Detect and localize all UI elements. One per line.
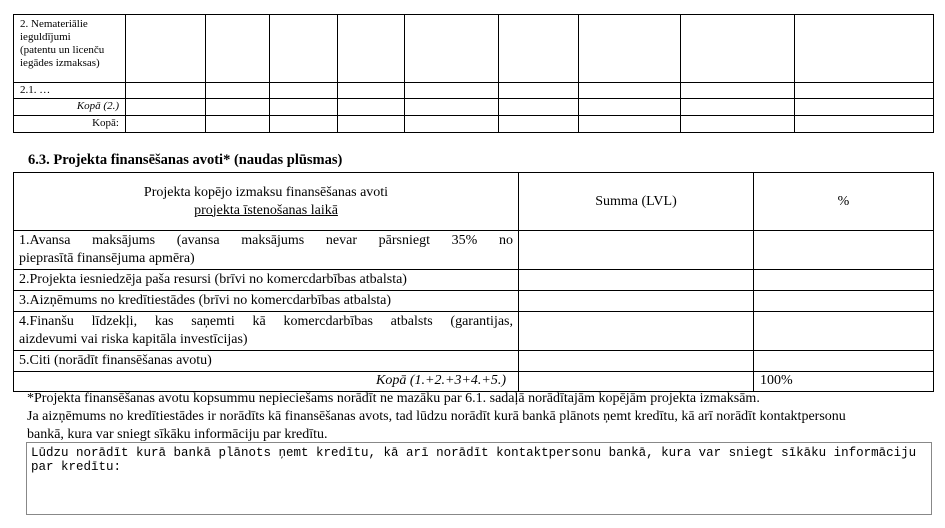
amount-cell[interactable]: [519, 231, 754, 270]
table-cell[interactable]: [206, 83, 270, 99]
header-line: Projekta kopējo izmaksu finansēšanas avoti: [143, 184, 389, 200]
row-label-other: 5.Citi (norādīt finansēšanas avotu): [14, 351, 519, 372]
row-label-state-aid-funds: [14, 312, 519, 351]
header-line-underlined: projekta īstenošanas laikā: [194, 202, 338, 218]
percent-cell[interactable]: [754, 351, 934, 372]
row-label-own-resources: 2.Projekta iesniedzēja paša resursi (brīvi no komercdarbības atbalsta): [14, 270, 519, 291]
percent-cell[interactable]: [754, 231, 934, 270]
table-row: [14, 83, 934, 99]
table-cell[interactable]: [405, 116, 499, 133]
table-cell[interactable]: [795, 15, 934, 83]
footnote-line: bankā, kura var sniegt sīkāku informāciju par kredītu.: [27, 427, 328, 442]
row-text-line: pieprasītā finansējuma apmēra): [19, 251, 195, 266]
amount-cell[interactable]: [519, 351, 754, 372]
table-cell[interactable]: [795, 83, 934, 99]
row-text-line: aizdevumi vai riska kapitāla investīcijas): [19, 332, 248, 347]
table-cell[interactable]: [270, 116, 338, 133]
table-cell[interactable]: [681, 83, 795, 99]
header-percent: %: [754, 173, 934, 231]
table-cell[interactable]: [681, 15, 795, 83]
row-label-bank-loan: 3.Aizņēmums no kredītiestādes (brīvi no komercdarbības atbalsta): [14, 291, 519, 312]
percent-cell[interactable]: [754, 291, 934, 312]
table-cell[interactable]: [681, 116, 795, 133]
footnote-line: *Projekta finansēšanas avotu kopsummu nepieciešams norādīt ne mazāku par 6.1. sadaļā norādītajām kopējām projekta izmaksām.: [27, 391, 760, 406]
table-cell[interactable]: [579, 83, 681, 99]
amount-cell[interactable]: [519, 312, 754, 351]
row-text-line: 4.Finanšu līdzekļi, kas saņemti kā komercdarbības atbalsts (garantijas,: [19, 314, 513, 329]
total-percent: 100%: [754, 372, 934, 392]
table-row: [14, 99, 934, 116]
percent-cell[interactable]: [754, 270, 934, 291]
label-line: iegādes izmaksas): [20, 57, 100, 69]
table-header-row: [14, 173, 934, 231]
table-row: [14, 312, 934, 351]
table-cell[interactable]: [126, 99, 206, 116]
table-cell[interactable]: [126, 15, 206, 83]
label-line: ieguldījumi: [20, 31, 71, 43]
table-cell[interactable]: [126, 83, 206, 99]
amount-cell[interactable]: [519, 270, 754, 291]
bank-info-prompt: Lūdzu norādīt kurā bankā plānots ņemt kredītu, kā arī norādīt kontaktpersonu bankā, kura var sniegt sīkāku informāciju par kredītu:: [31, 446, 917, 474]
table-cell[interactable]: [499, 99, 579, 116]
table-cell[interactable]: [338, 15, 405, 83]
table-cell[interactable]: [126, 116, 206, 133]
table-cell[interactable]: [681, 99, 795, 116]
table-total-row: [14, 372, 934, 392]
table-cell[interactable]: [795, 99, 934, 116]
table-cell[interactable]: [338, 83, 405, 99]
table-cell[interactable]: [270, 15, 338, 83]
row-label-subtotal: Kopā (2.): [14, 99, 126, 116]
table-cell[interactable]: [405, 99, 499, 116]
row-label-advance-payment: [14, 231, 519, 270]
table-cell[interactable]: [270, 99, 338, 116]
table-cell[interactable]: [338, 116, 405, 133]
table-cell[interactable]: [206, 99, 270, 116]
table-cell[interactable]: [405, 15, 499, 83]
funding-sources-table: [13, 172, 934, 392]
footnotes: [27, 390, 927, 444]
table-cell[interactable]: [499, 83, 579, 99]
table-cell[interactable]: [405, 83, 499, 99]
table-row: [14, 351, 934, 372]
label-line: 2. Nemateriālie: [20, 18, 88, 30]
table-cell[interactable]: [499, 15, 579, 83]
table-cell[interactable]: [206, 116, 270, 133]
table-row: [14, 291, 934, 312]
header-funding-source: [14, 173, 519, 231]
total-amount-cell[interactable]: [519, 372, 754, 392]
bank-info-text-field[interactable]: [26, 442, 932, 515]
table-row: [14, 15, 934, 83]
percent-cell[interactable]: [754, 312, 934, 351]
table-row: [14, 116, 934, 133]
table-cell[interactable]: [795, 116, 934, 133]
section-title: 6.3. Projekta finansēšanas avoti* (naudas plūsmas): [28, 152, 343, 168]
table-row: [14, 270, 934, 291]
row-label-total: Kopā:: [14, 116, 126, 133]
table-cell[interactable]: [579, 116, 681, 133]
row-label-sub-item: 2.1. …: [14, 83, 126, 99]
table-cell[interactable]: [206, 15, 270, 83]
header-amount: Summa (LVL): [519, 173, 754, 231]
footnote-line: Ja aizņēmums no kredītiestādes ir norādīts kā finansēšanas avots, tad lūdzu norādīt kurā bankā plānots ņemt kredītu, kā arī norādīt kontaktpersonu: [27, 409, 846, 424]
label-line: (patentu un licenču: [20, 44, 105, 56]
total-label: Kopā (1.+2.+3+4.+5.): [14, 372, 519, 392]
row-text-line: 1.Avansa maksājums (avansa maksājums nevar pārsniegt 35% no: [19, 233, 513, 248]
table-cell[interactable]: [338, 99, 405, 116]
investment-cost-table: [13, 14, 934, 133]
row-label-intangible-investments: [14, 15, 126, 83]
table-cell[interactable]: [579, 15, 681, 83]
table-cell[interactable]: [579, 99, 681, 116]
table-cell[interactable]: [499, 116, 579, 133]
amount-cell[interactable]: [519, 291, 754, 312]
table-cell[interactable]: [270, 83, 338, 99]
table-row: [14, 231, 934, 270]
